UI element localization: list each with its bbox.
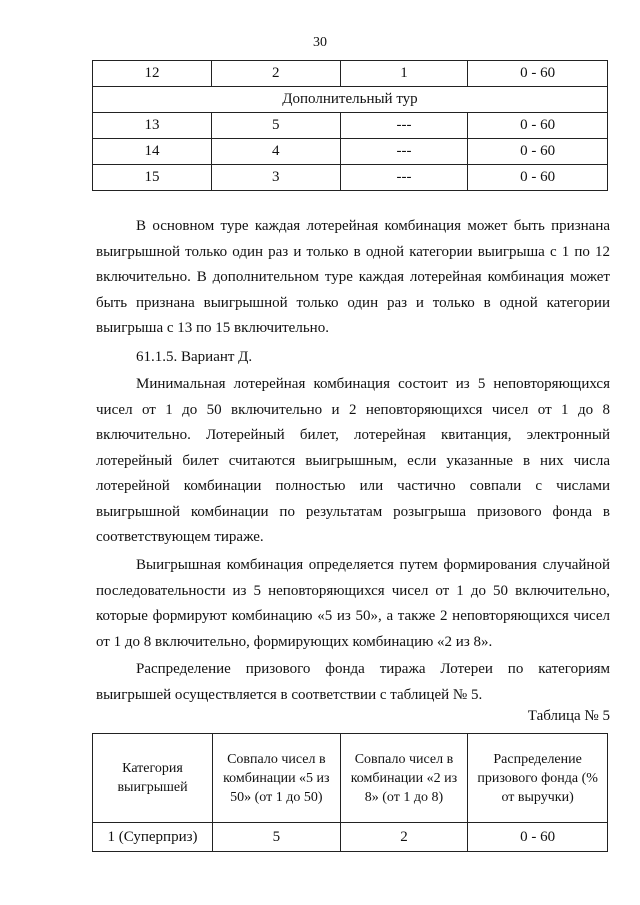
table-cell: 2 (340, 823, 468, 852)
table-cell: --- (340, 113, 468, 139)
table-cell: 4 (211, 139, 340, 165)
table-cell: 3 (211, 165, 340, 191)
table-section-row (93, 87, 608, 113)
header-cell: Категория выигрышей (93, 734, 213, 823)
header-cell: Распределение призового фонда (% от выручки) (468, 734, 608, 823)
table-cell: 1 (Суперприз) (93, 823, 213, 852)
table-cell: 13 (93, 113, 212, 139)
table-cell: 0 - 60 (468, 61, 608, 87)
table-row (93, 113, 608, 139)
table-caption: Таблица № 5 (527, 708, 610, 724)
table-cell: 0 - 60 (468, 139, 608, 165)
paragraph-main-tour: В основном туре каждая лотерейная комбинация может быть признана выигрышной только один раз и только в одной категории выигрыша с 1 по 12 включительно. В дополнительном туре каждая лотерейная комбинация может быть признана выигрышной только один раз и только в одной категории выигрыша с 13 по 15 включительно. (96, 218, 610, 336)
table-cell: 0 - 60 (468, 823, 608, 852)
page-number: 30 (313, 35, 327, 50)
header-cell: Совпало чисел в комбинации «2 из 8» (от 1 до 8) (340, 734, 468, 823)
table-cell: --- (340, 165, 468, 191)
table-cell: 5 (211, 113, 340, 139)
table-row (93, 61, 608, 87)
paragraph-prize-distribution: Распределение призового фонда тиража Лотереи по категориям выигрышей осуществляется в соответствии с таблицей № 5. (96, 661, 610, 703)
table-cell: 14 (93, 139, 212, 165)
table-row (93, 165, 608, 191)
table-cell: 12 (93, 61, 212, 87)
table-5 (92, 733, 608, 852)
paragraph-variant-heading: 61.1.5. Вариант Д. (136, 349, 253, 365)
table-row (93, 139, 608, 165)
section-header-cell: Дополнительный тур (93, 87, 608, 113)
table-header-row (93, 734, 608, 823)
table-cell: 5 (213, 823, 341, 852)
prize-category-table-continued (92, 60, 608, 191)
table-cell: 2 (211, 61, 340, 87)
paragraph-min-combination: Минимальная лотерейная комбинация состоит из 5 неповторяющихся чисел от 1 до 50 включительно и 2 неповторяющихся чисел от 1 до 8 включительно. Лотерейный билет, лотерейная квитанция, электронный лотерейный билет считаются выигрышным, если указанные в них числа лотерейной комбинации полностью или частично совпали с числами выигрышной комбинации по результатам розыгрыша призового фонда в соответствующем тираже. (96, 376, 610, 545)
table-cell: 0 - 60 (468, 113, 608, 139)
paragraph-winning-combination: Выигрышная комбинация определяется путем формирования случайной последовательности из 5 неповторяющихся чисел от 1 до 50 включительно, которые формируют комбинацию «5 из 50», а также 2 неповторяющихся чисел от 1 до 8 включительно, формирующих комбинацию «2 из 8». (96, 557, 610, 650)
table-row (93, 823, 608, 852)
table-cell: 15 (93, 165, 212, 191)
header-cell: Совпало чисел в комбинации «5 из 50» (от 1 до 50) (213, 734, 341, 823)
table-cell: --- (340, 139, 468, 165)
table-cell: 0 - 60 (468, 165, 608, 191)
table-cell: 1 (340, 61, 468, 87)
